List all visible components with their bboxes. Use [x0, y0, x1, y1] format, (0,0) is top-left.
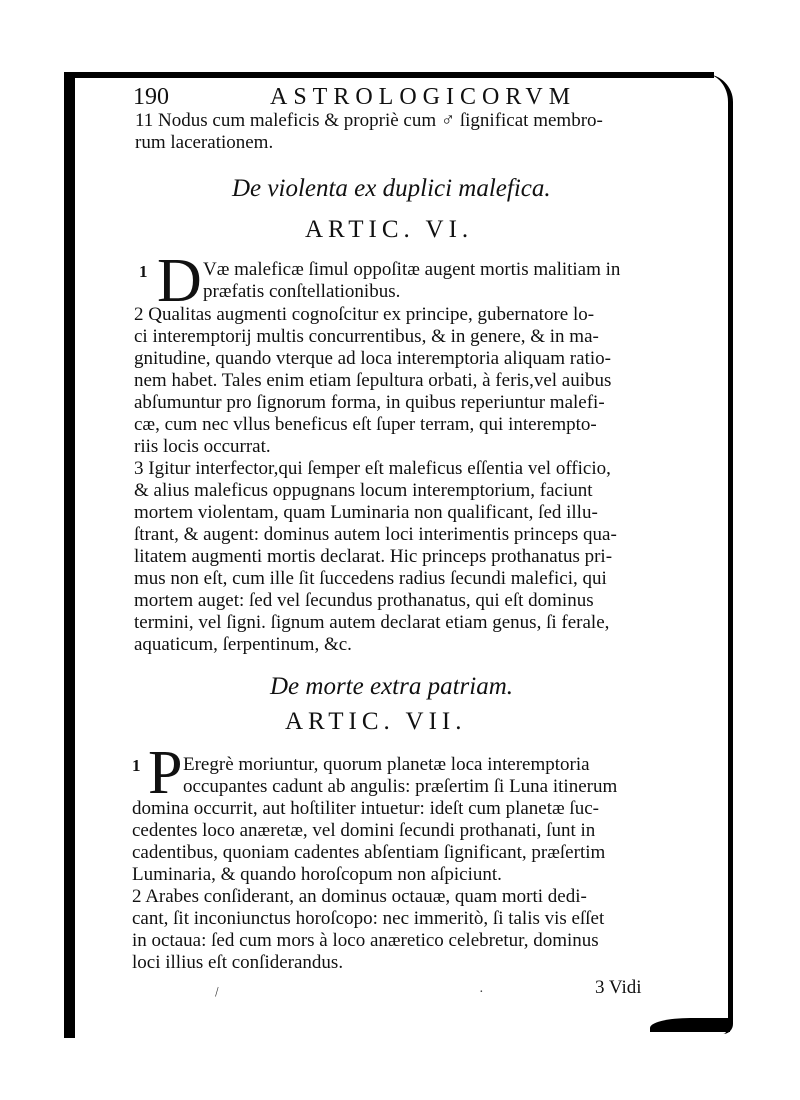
text-line: cæ, cum nec vllus beneficus eſt ſuper terram, qui interempto- [134, 414, 597, 435]
text-line: ſtrant, & augent: dominus autem loci interimentis princeps qua- [134, 524, 617, 545]
text-line: litatem augmenti mortis declarat. Hic princeps prothanatus pri- [134, 546, 613, 567]
article-number: ARTIC. VI. [305, 216, 474, 243]
text-line: Eregrè moriuntur, quorum planetæ loca interemptoria [183, 754, 590, 775]
section-heading: De morte extra patriam. [270, 673, 514, 700]
running-title: ASTROLOGICORVM [270, 84, 577, 110]
text-line: cedentes loco anæretæ, vel domini ſecundi prothanati, ſunt in [132, 820, 596, 841]
text-line: loci illius eſt conſiderandus. [132, 952, 344, 973]
text-line: Væ maleficæ ſimul oppoſitæ augent mortis malitiam in [203, 259, 621, 280]
drop-capital: D [157, 247, 202, 315]
text-line: cant, ſit inconiunctus horoſcopo: nec immeritò, ſi talis vis eſſet [132, 908, 605, 929]
ink-speck: · [479, 985, 484, 1000]
text-line: & alius maleficus oppugnans locum interemptorium, faciunt [134, 480, 593, 501]
text-line: rum lacerationem. [135, 132, 274, 153]
ink-speck: \ [210, 985, 223, 1000]
text-line: ci interemptorij multis concurrentibus, & in genere, & in ma- [134, 326, 599, 347]
text-line: abſumuntur pro ſignorum forma, in quibus reperiuntur malefi- [134, 392, 605, 413]
text-line: riis locis occurrat. [134, 436, 271, 457]
text-line: occupantes cadunt ab angulis: præſertim ſi Luna itinerum [183, 776, 618, 797]
text-line: aquaticum, ſerpentinum, &c. [134, 634, 352, 655]
text-line: termini, vel ſigni. ſignum autem declarat etiam genus, ſi ferale, [134, 612, 610, 633]
section-heading: De violenta ex duplici malefica. [232, 175, 551, 202]
text-line: cadentibus, quoniam cadentes abſentiam ſignificant, præſertim [132, 842, 606, 863]
article-number: ARTIC. VII. [285, 708, 467, 735]
item-number: 1 [132, 756, 141, 775]
text-line: nem habet. Tales enim etiam ſepultura orbati, à feris,vel auibus [134, 370, 612, 391]
page-number: 190 [133, 84, 169, 110]
text-line: mus non eſt, cum ille ſit ſuccedens radius ſecundi malefici, qui [134, 568, 607, 589]
text-line: 2 Qualitas augmenti cognoſcitur ex principe, gubernatore lo- [134, 304, 595, 325]
text-line: 3 Igitur interfector,qui ſemper eſt maleficus eſſentia vel officio, [134, 458, 611, 479]
catchword: 3 Vidi [595, 977, 642, 998]
drop-capital: P [148, 739, 183, 807]
item-number: 1 [139, 262, 148, 281]
text-line: domina occurrit, aut hoſtiliter intuetur: ideſt cum planetæ ſuc- [132, 798, 599, 819]
text-line: mortem auget: ſed vel ſecundus prothanatus, qui eſt dominus [134, 590, 594, 611]
text-line: præfatis conſtellationibus. [203, 281, 401, 302]
text-line: gnitudine, quando vterque ad loca interemptoria aliquam ratio- [134, 348, 611, 369]
text-line: 2 Arabes conſiderant, an dominus octauæ, quam morti dedi- [132, 886, 587, 907]
text-line: in octaua: ſed cum mors à loco anæretico celebretur, dominus [132, 930, 599, 951]
text-line: mortem violentam, quam Luminaria non qualificant, ſed illu- [134, 502, 598, 523]
text-line: 11 Nodus cum maleficis & propriè cum ♂ ſignificat membro- [135, 110, 603, 131]
text-line: Luminaria, & quando horoſcopum non aſpiciunt. [132, 864, 502, 885]
